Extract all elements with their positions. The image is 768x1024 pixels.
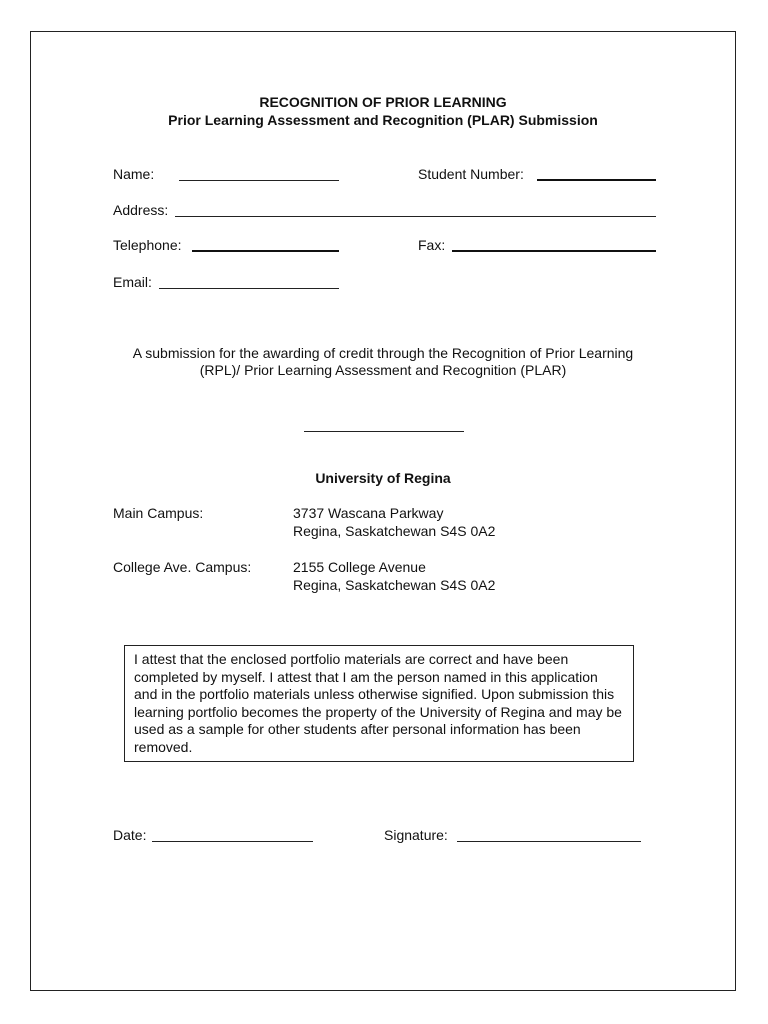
university-name: University of Regina	[315, 470, 451, 486]
college-campus-address-line-2: Regina, Saskatchewan S4S 0A2	[293, 577, 496, 593]
address-label: Address:	[113, 202, 169, 218]
submission-line-2: (RPL)/ Prior Learning Assessment and Recognition (PLAR)	[199, 362, 567, 378]
submission-line-1: A submission for the awarding of credit through the Recognition of Prior Learning	[132, 345, 634, 361]
email-field[interactable]	[159, 288, 339, 289]
main-campus-label: Main Campus:	[113, 505, 204, 521]
signature-field[interactable]	[457, 841, 641, 842]
telephone-field[interactable]	[192, 250, 339, 252]
name-field[interactable]	[179, 180, 339, 181]
attestation-box	[124, 645, 634, 762]
divider-line	[304, 431, 464, 432]
fax-label: Fax:	[418, 237, 446, 253]
document-subtitle: Prior Learning Assessment and Recognition (PLAR) Submission	[168, 112, 598, 128]
date-label: Date:	[113, 827, 147, 843]
student-number-label: Student Number:	[418, 166, 524, 182]
main-campus-address-line-2: Regina, Saskatchewan S4S 0A2	[293, 523, 496, 539]
name-label: Name:	[113, 166, 155, 182]
fax-field[interactable]	[452, 250, 656, 252]
student-number-field[interactable]	[537, 179, 656, 181]
document-title: RECOGNITION OF PRIOR LEARNING	[259, 94, 507, 110]
signature-label: Signature:	[384, 827, 448, 843]
attestation-text: I attest that the enclosed portfolio materials are correct and have been completed by myself. I attest that I am the person named in this application and in the portfolio materials unless otherwise signified. Upon submission this learning portfolio becomes the property of the University of Regina and may be used as a sample for other students after personal information has been removed.	[134, 651, 622, 755]
telephone-label: Telephone:	[113, 237, 182, 253]
college-campus-label: College Ave. Campus:	[113, 559, 252, 575]
college-campus-address-line-1: 2155 College Avenue	[293, 559, 426, 575]
address-field[interactable]	[175, 216, 656, 217]
date-field[interactable]	[152, 841, 313, 842]
main-campus-address-line-1: 3737 Wascana Parkway	[293, 505, 444, 521]
email-label: Email:	[113, 274, 152, 290]
